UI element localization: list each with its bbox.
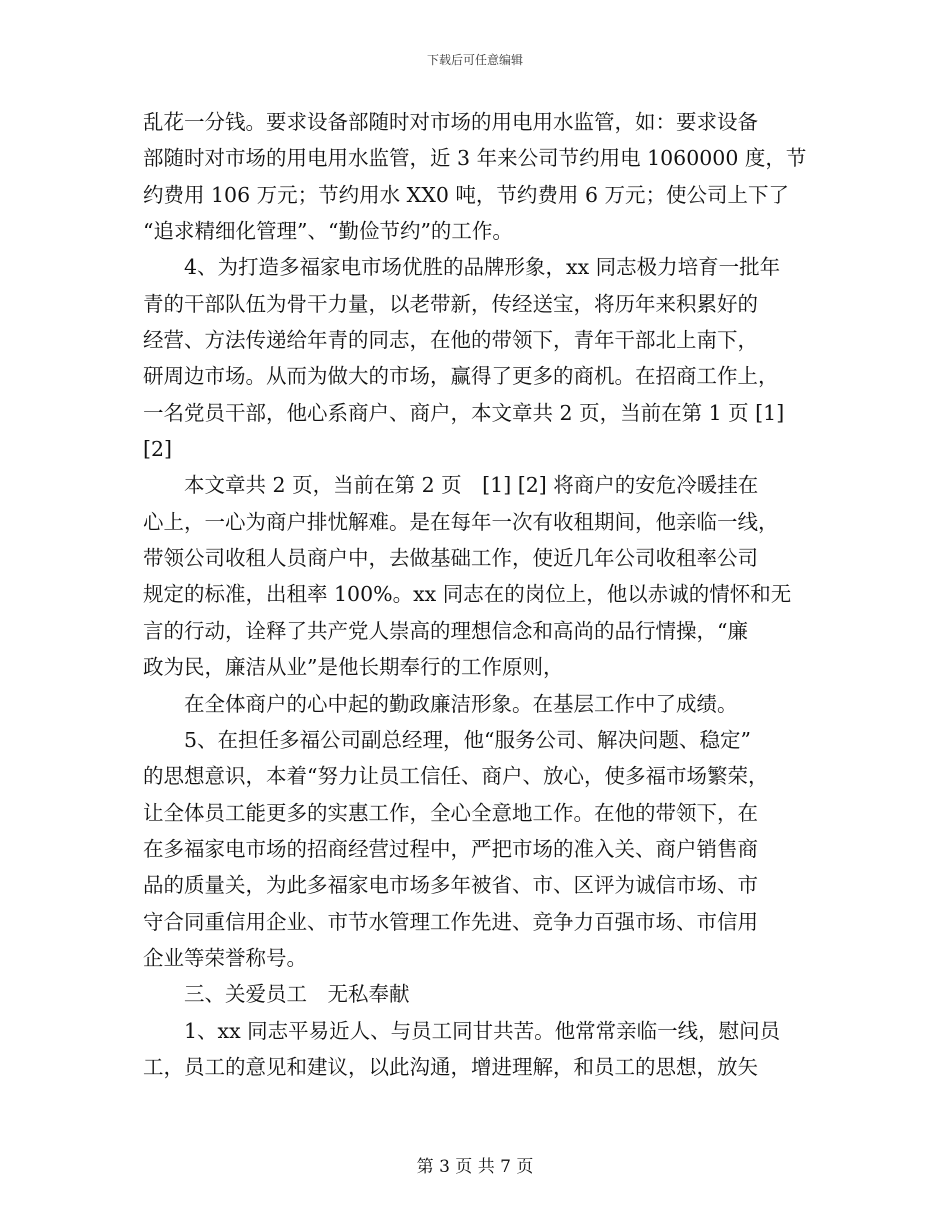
document-body [143,104,811,1085]
page-footer: 第 3 页 共 7 页 [416,1157,534,1177]
text-line: 守合同重信用企业、市节水管理工作先进、竞争力百强市场、市信用 [143,909,758,934]
text-line: 5、在担任多福公司副总经理，他“服务公司、解决问题、稳定” [143,727,752,752]
text-line: 言的行动，诠释了共产党人崇高的理想信念和高尚的品行情操，“廉 [143,618,748,643]
text-line: 1、xx 同志平易近人、与员工同甘共苦。他常常亲临一线，慰问员 [143,1018,781,1043]
text-line: 在全体商户的心中起的勤政廉洁形象。在基层工作中了成绩。 [143,691,738,716]
text-line: 规定的标准，出租率 100%。xx 同志在的岗位上，他以赤诚的情怀和无 [143,582,792,607]
page-header: 下载后可任意编辑 [426,53,523,67]
text-line: 本文章共 2 页，当前在第 2 页 [1] [2] 将商户的安危冷暖挂在 [143,473,759,498]
text-line: 三、关爱员工 无私奉献 [143,982,410,1007]
text-line: 企业等荣誉称号。 [143,945,307,970]
text-line: 让全体员工能更多的实惠工作，全心全意地工作。在他的带领下，在 [143,800,758,825]
text-line: 约费用 106 万元；节约用水 XX0 吨，节约费用 6 万元；使公司上下了 [143,182,789,207]
text-line: 心上，一心为商户排忧解难。是在每年一次有收租期间，他亲临一线， [143,509,779,534]
text-line: 在多福家电市场的招商经营过程中，严把市场的准入关、商户销售商 [143,836,758,861]
text-line: 部随时对市场的用电用水监管，近 3 年来公司节约用电 1060000 度，节 [143,146,807,171]
text-line: [2] [143,437,173,462]
text-line: 研周边市场。从而为做大的市场，赢得了更多的商机。在招商工作上， [143,364,779,389]
text-line: 的思想意识，本着“努力让员工信任、商户、放心，使多福市场繁荣， [143,764,769,789]
text-line: 品的质量关，为此多福家电市场多年被省、市、区评为诚信市场、市 [143,873,758,898]
text-line: 一名党员干部，他心系商户、商户，本文章共 2 页，当前在第 1 页 [1] [143,400,785,425]
text-line: 青的干部队伍为骨干力量，以老带新，传经送宝，将历年来积累好的 [143,291,758,316]
text-line: 工，员工的意见和建议，以此沟通，增进理解，和员工的思想，放矢 [143,1054,758,1079]
text-line: 带领公司收租人员商户中，去做基础工作，使近几年公司收租率公司 [143,546,758,571]
text-line: 经营、方法传递给年青的同志，在他的带领下，青年干部北上南下， [143,328,758,353]
text-line: “追求精细化管理”、“勤俭节约”的工作。 [143,219,513,244]
text-line: 乱花一分钱。要求设备部随时对市场的用电用水监管，如：要求设备 [143,110,758,134]
text-line: 4、为打造多福家电市场优胜的品牌形象，xx 同志极力培育一批年 [143,255,781,280]
text-line: 政为民，廉洁从业”是他长期奉行的工作原则， [143,655,564,680]
